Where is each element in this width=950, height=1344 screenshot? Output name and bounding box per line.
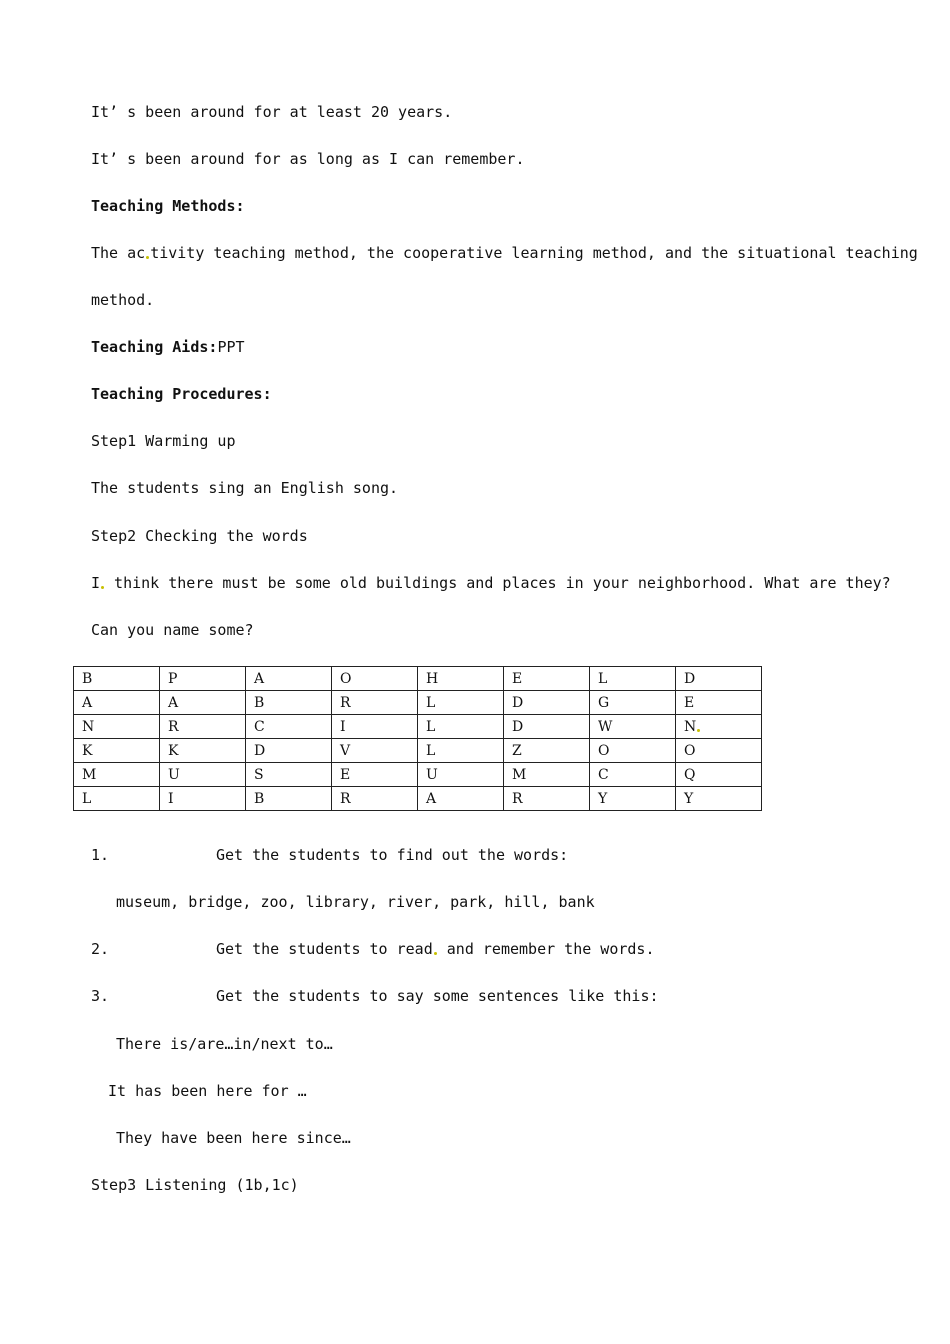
step-heading: Step1 Warming up [91,432,236,450]
grid-cell: D [504,715,590,739]
annotation-mark [146,256,149,259]
text-fragment: I [91,574,101,592]
list-item-text: Get the students to find out the words: [216,846,569,864]
grid-cell: V [332,739,418,763]
text-line: The students sing an English song. [91,479,399,497]
grid-row [74,691,762,715]
grid-cell: C [246,715,332,739]
grid-cell: B [74,667,160,691]
grid-cell: B [246,691,332,715]
grid-cell: D [676,667,762,691]
grid-cell: O [332,667,418,691]
section-heading-methods: Teaching Methods: [91,197,245,215]
grid-cell: Y [590,787,676,811]
grid-row [74,739,762,763]
grid-cell: A [160,691,246,715]
grid-cell: N [676,715,762,739]
text-line: method. [91,291,155,309]
grid-cell: P [160,667,246,691]
grid-cell: O [590,739,676,763]
grid-cell: Y [676,787,762,811]
text-line: It’ s been around for as long as I can remember. [91,150,525,168]
grid-cell: A [246,667,332,691]
grid-cell: R [332,691,418,715]
aids-line [91,337,245,357]
grid-cell: W [590,715,676,739]
text-fragment: Get the students to read [216,940,433,958]
grid-cell: E [676,691,762,715]
grid-cell: A [74,691,160,715]
grid-cell: I [332,715,418,739]
grid-cell: R [504,787,590,811]
annotation-mark [101,586,104,589]
question-line [91,573,891,593]
grid-cell: L [418,739,504,763]
annotation-mark [434,952,437,955]
grid-cell: B [246,787,332,811]
section-heading-procedures: Teaching Procedures: [91,385,272,403]
grid-cell: U [418,763,504,787]
text-fragment: The ac [91,244,146,262]
grid-cell: L [74,787,160,811]
step-heading: Step3 Listening (1b,1c) [91,1176,299,1194]
methods-text [91,243,918,263]
grid-cell: E [504,667,590,691]
list-item-text [216,939,655,959]
text-fragment: tivity teaching method, the cooperative learning method, and the situational teaching [150,244,918,262]
grid-cell: N [74,715,160,739]
text-fragment: think there must be some old buildings and places in your neighborhood. What are they? [105,574,891,592]
grid-cell: Q [676,763,762,787]
grid-cell: D [504,691,590,715]
grid-row [74,787,762,811]
grid-cell: R [332,787,418,811]
grid-cell: R [160,715,246,739]
grid-cell: L [418,715,504,739]
aids-value: PPT [217,338,245,356]
grid-cell: K [74,739,160,763]
sentence-pattern: They have been here since… [116,1129,351,1147]
grid-cell: M [504,763,590,787]
grid-cell: H [418,667,504,691]
grid-row [74,763,762,787]
grid-cell: K [160,739,246,763]
grid-cell: D [246,739,332,763]
text-line: It’ s been around for at least 20 years. [91,103,453,121]
list-number: 3. [91,987,110,1005]
text-fragment: and remember the words. [437,940,655,958]
grid-cell: I [160,787,246,811]
step-heading: Step2 Checking the words [91,527,308,545]
grid-cell: M [74,763,160,787]
sentence-pattern: It has been here for … [108,1082,307,1100]
annotation-mark [697,729,700,732]
grid-cell: U [160,763,246,787]
grid-cell: E [332,763,418,787]
text-line: Can you name some? [91,621,254,639]
word-search-grid [73,666,762,811]
list-number: 2. [91,940,110,958]
grid-cell: G [590,691,676,715]
grid-row [74,667,762,691]
list-item-text: Get the students to say some sentences like this: [216,987,659,1005]
grid-cell: S [246,763,332,787]
grid-cell: L [590,667,676,691]
grid-cell: C [590,763,676,787]
word-list: museum, bridge, zoo, library, river, park, hill, bank [116,893,595,911]
grid-cell: L [418,691,504,715]
grid-row [74,715,762,739]
list-number: 1. [91,846,110,864]
grid-cell: Z [504,739,590,763]
sentence-pattern: There is/are…in/next to… [116,1035,333,1053]
grid-cell: A [418,787,504,811]
section-heading-aids: Teaching Aids: [91,338,218,356]
grid-cell: O [676,739,762,763]
